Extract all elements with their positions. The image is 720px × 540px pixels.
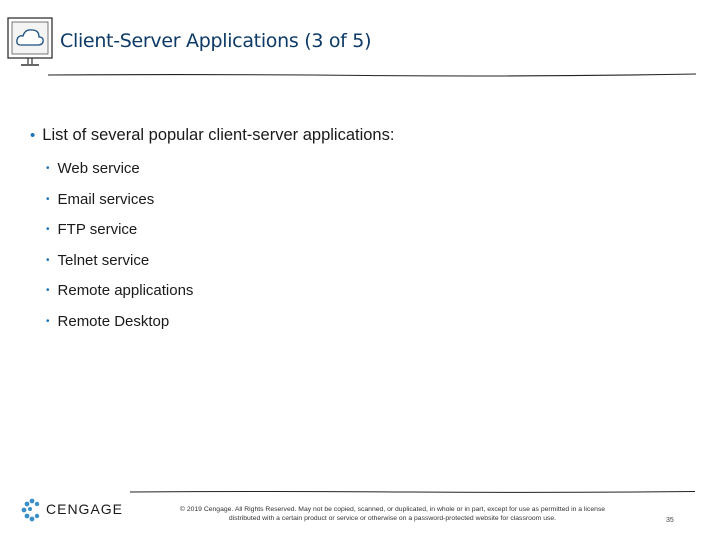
sub-bullet-text: Remote Desktop bbox=[57, 312, 170, 330]
bullet-dot: • bbox=[46, 163, 50, 174]
sub-bullet-item bbox=[30, 154, 690, 185]
sub-bullet-text: Remote applications bbox=[57, 282, 194, 300]
footer-divider bbox=[130, 489, 695, 495]
bullet-list bbox=[30, 122, 690, 338]
title-divider bbox=[48, 72, 696, 78]
bullet-dot: • bbox=[30, 127, 36, 144]
bullet-dot: • bbox=[46, 193, 50, 205]
main-bullet bbox=[30, 122, 690, 148]
sub-bullet-item bbox=[30, 276, 690, 307]
main-bullet-text: List of several popular client-server applications: bbox=[42, 126, 395, 144]
sub-bullet-text: FTP service bbox=[57, 221, 138, 239]
copyright-notice bbox=[140, 505, 645, 523]
copyright-line-2: distributed with a certain product or service or otherwise on a password-protected website for classroom use. bbox=[228, 515, 557, 522]
bullet-dot: • bbox=[46, 254, 50, 266]
cengage-logo-text: CENGAGE bbox=[46, 501, 124, 517]
slide-title: Client-Server Applications (3 of 5) bbox=[60, 30, 372, 52]
bullet-dot: • bbox=[46, 285, 50, 297]
sub-bullet-item bbox=[30, 246, 690, 277]
sub-bullet-text: Telnet service bbox=[57, 251, 150, 269]
bullet-dot: • bbox=[46, 315, 50, 327]
sub-bullet-list bbox=[30, 154, 690, 338]
sub-bullet-item bbox=[30, 185, 690, 216]
sub-bullet-item bbox=[30, 215, 690, 246]
cloud-monitor-icon bbox=[7, 17, 53, 71]
bullet-dot: • bbox=[46, 224, 50, 236]
sub-bullet-item bbox=[30, 307, 690, 338]
copyright-line-1: © 2019 Cengage. All Rights Reserved. May not be copied, scanned, or duplicated, in whole or in part, except for use as permitted in a license bbox=[179, 506, 606, 513]
sub-bullet-text: Email services bbox=[57, 190, 155, 208]
page-number: 35 bbox=[666, 517, 674, 524]
sub-bullet-text: Web service bbox=[57, 160, 140, 177]
